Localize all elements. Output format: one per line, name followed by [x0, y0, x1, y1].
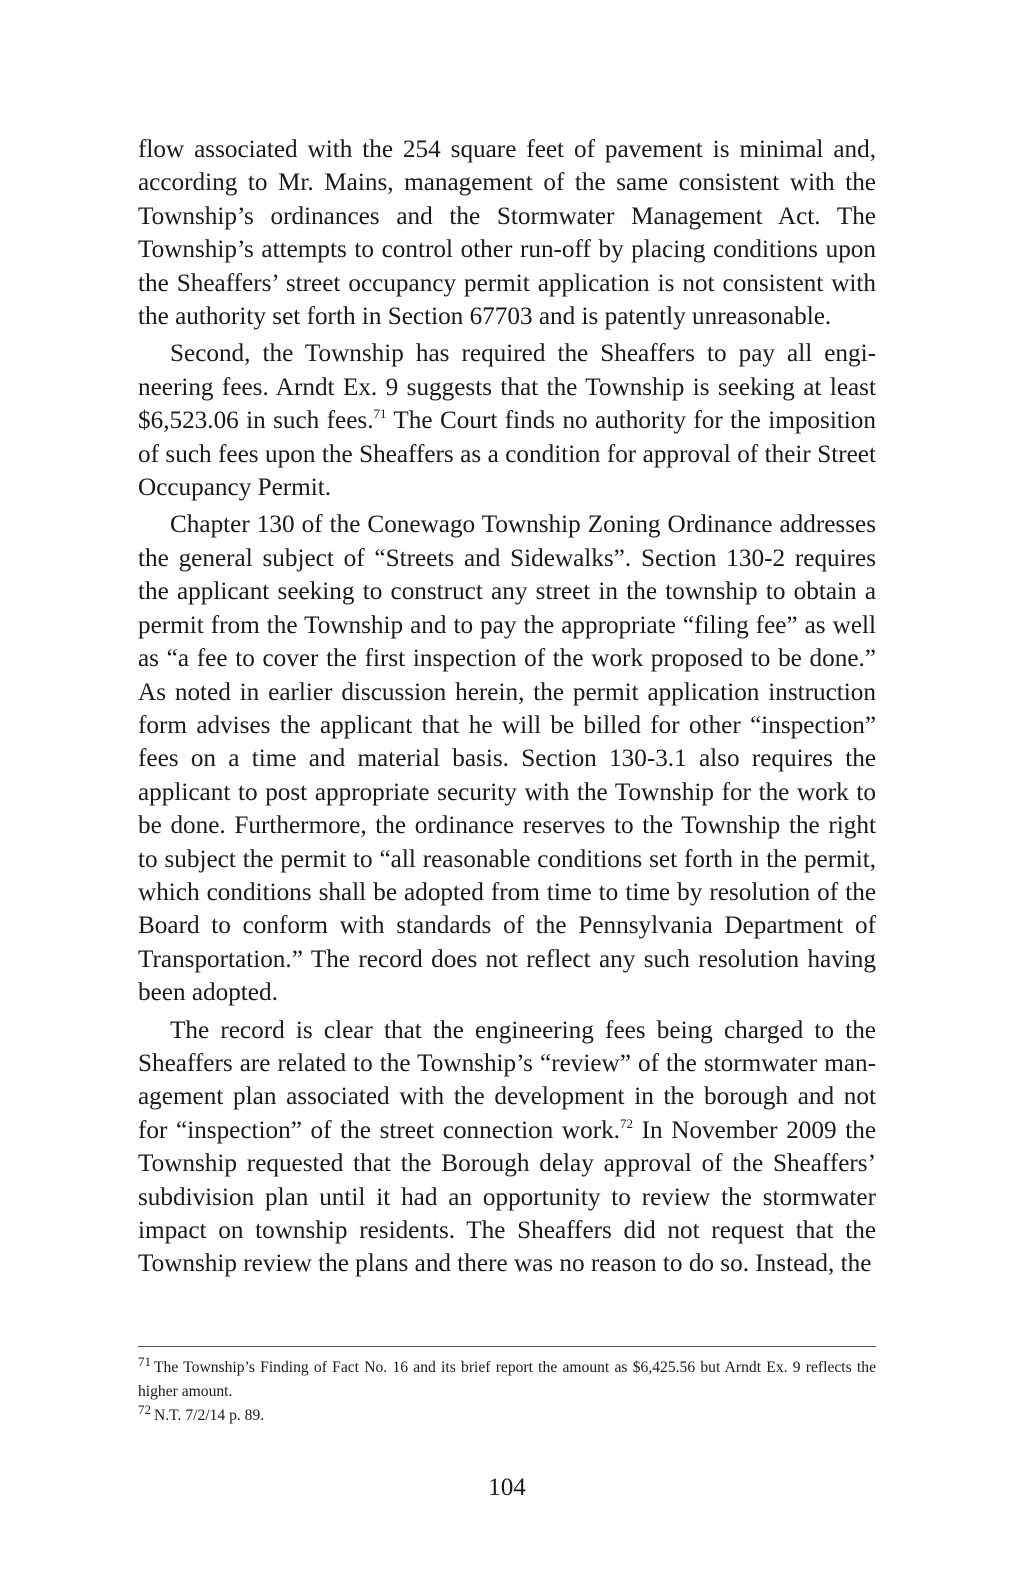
page-number: 104: [488, 1474, 526, 1501]
footnote-ref-72[interactable]: 72: [619, 1115, 633, 1131]
footnote-number: 71: [138, 1354, 151, 1369]
paragraph-3: Chapter 130 of the Conewago Township Zoning Ordinance addresses the general subject of “Streets and Sidewalks”. Section 130-2 requires the applicant seeking to construct any street in the township to obtain a permit from the Township and to pay the appropriate “filing fee” as well as “a fee to cover the first inspection of the work proposed to be done.” As noted in earlier discussion herein, the permit application instruction form advises the applicant that he will be billed for other “inspection” fees on a time and material basis. Section 130-3.1 also requires the applicant to post appropriate security with the Township for the work to be done. Furthermore, the ordinance reserves to the Township the right to subject the permit to “all reasonable conditions set forth in the permit, which conditions shall be adopted from time to time by resolution of the Board to conform with standards of the Pennsylvania Department of Transportation.” The record does not reflect any such resolution having been adopted.: [138, 511, 876, 1007]
paragraph-4-text-b: In November 2009 the Township requested that the Borough delay approval of the Sheaffers’ subdivision plan until it had an opportunity to review the stormwater impact on township residents. The Sheaffers did not request that the Township review the plans and there was no reason to do so. Instead, the: [138, 1116, 876, 1278]
paragraph-2: [138, 337, 876, 504]
body-text: [138, 133, 876, 1281]
footnote-ref-71[interactable]: 71: [373, 406, 387, 422]
footnote-text: N.T. 7/2/14 p. 89.: [154, 1407, 265, 1424]
footnote-71: [138, 1356, 876, 1404]
footnotes: [138, 1356, 876, 1428]
paragraph-2-text-a: Second, the Township has required the Sheaffers to pay all engineering fees. Arndt Ex. 9 suggests that the Township is seeking at least $6,523.06 in such fees.: [138, 340, 876, 435]
paragraph-4-text-a: The record is clear that the engineering fees being charged to the Sheaffers are related to the Township’s “review” of the stormwater management plan associated with the development in the borough and not for “inspection” of the street connection work.: [138, 1016, 876, 1144]
paragraph-2-text-b: The Court finds no authority for the imposition of such fees upon the Sheaffers as a condition for approval of their Street Occupancy Permit.: [138, 407, 876, 502]
footnote-text: The Township’s Finding of Fact No. 16 and its brief report the amount as $6,425.56 but Arndt Ex. 9 reflects the higher amount.: [138, 1359, 876, 1400]
footnote-number: 72: [138, 1402, 151, 1417]
paragraph-1: flow associated with the 254 square feet of pavement is minimal and, according to Mr. Mains, management of the same consistent with the Township’s ordinances and the Stormwater Management Act. The Township’s attempts to control other run-off by placing conditions upon the Sheaffers’ street occupancy permit application is not consistent with the authority set forth in Section 67703 and is patently unreasonable.: [138, 136, 876, 331]
footnote-divider: [138, 1346, 876, 1347]
footnote-72: [138, 1404, 876, 1428]
paragraph-4: [138, 1014, 876, 1281]
